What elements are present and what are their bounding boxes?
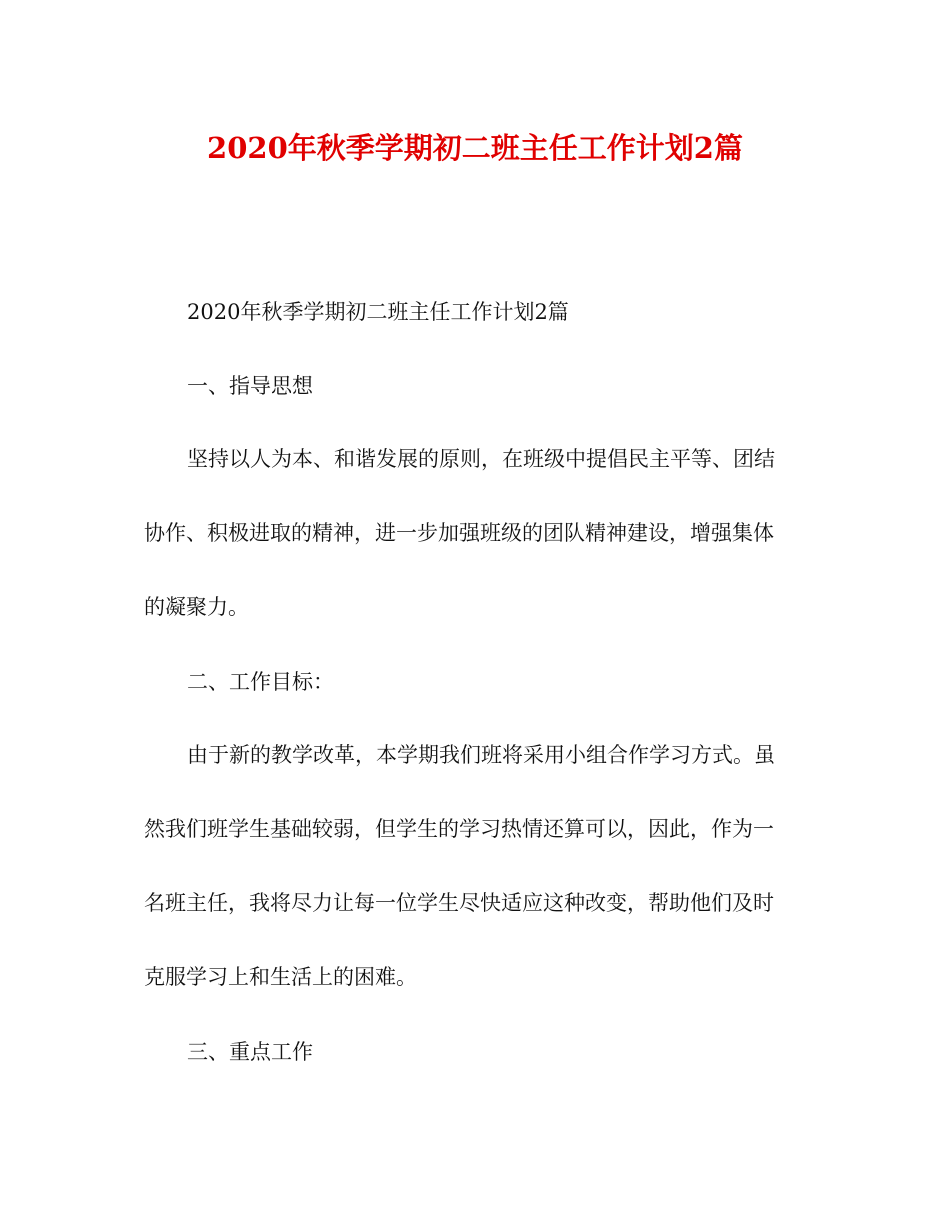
section-heading-work-goals: 二、工作目标： <box>187 670 334 694</box>
paragraph-line: 的凝聚力。 <box>144 595 249 619</box>
paragraph-line: 克服学习上和生活上的困难。 <box>144 965 417 989</box>
paragraph-line: 名班主任，我将尽力让每一位学生尽快适应这种改变，帮助他们及时 <box>144 891 774 915</box>
section-heading-key-work: 三、重点工作 <box>187 1040 313 1064</box>
paragraph-line: 协作、积极进取的精神，进一步加强班级的团队精神建设，增强集体 <box>144 521 774 545</box>
document-title: 2020年秋季学期初二班主任工作计划2篇 <box>207 131 743 165</box>
paragraph-line: 然我们班学生基础较弱，但学生的学习热情还算可以，因此，作为一 <box>144 817 774 841</box>
paragraph-line: 由于新的教学改革，本学期我们班将采用小组合作学习方式。虽 <box>187 743 775 767</box>
section-heading-guiding-ideology: 一、指导思想 <box>187 374 313 398</box>
section-paragraph-work-goals <box>144 740 804 1036</box>
paragraph-line: 坚持以人为本、和谐发展的原则，在班级中提倡民主平等、团结 <box>187 447 775 471</box>
section-paragraph-guiding-ideology <box>144 444 804 666</box>
document-subtitle: 2020年秋季学期初二班主任工作计划2篇 <box>187 300 569 324</box>
